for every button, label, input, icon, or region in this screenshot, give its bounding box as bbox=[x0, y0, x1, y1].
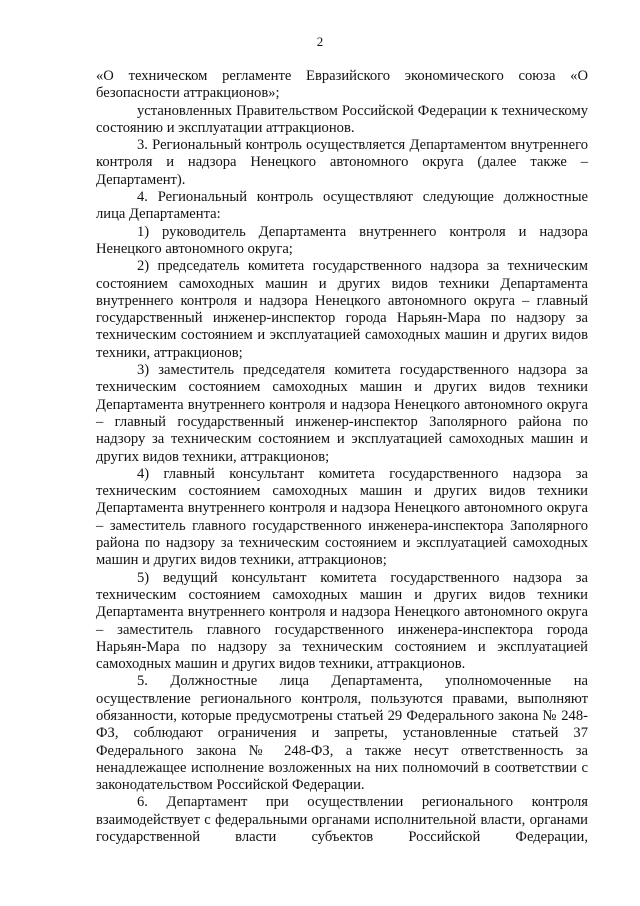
list-item-3-deputy-chair: 3) заместитель председателя комитета государственного надзора за техническим состоянием самоходных машин и других видов техники Департамента внутреннего контроля и надзора Ненецкого автономного округа – главный государственный инженер-инспектор Заполярного района по надзору за техническим состоянием и эксплуатацией самоходных машин и других видов техники, аттракционов; bbox=[96, 362, 588, 465]
paragraph-6-interaction: 6. Департамент при осуществлении регионального контроля взаимодействует с федеральными органами исполнительной власти, органами государственной власти субъектов Российской Федерации, bbox=[96, 794, 588, 846]
paragraph-4-officials: 4. Региональный контроль осуществляют следующие должностные лица Департамента: bbox=[96, 189, 588, 223]
list-item-2-committee-chair: 2) председатель комитета государственного надзора за техническим состоянием самоходных машин и других видов техники Департамента внутреннего контроля и надзора Ненецкого автономного округа – главный государственный инженер-инспектор города Нарьян-Мара по надзору за техническим состоянием и эксплуатацией самоходных машин и других видов техники, аттракционов; bbox=[96, 258, 588, 361]
paragraph-regulation-title: «О техническом регламенте Евразийского экономического союза «О безопасности аттракционов»; bbox=[96, 68, 588, 102]
paragraph-government-requirements: установленных Правительством Российской Федерации к техническому состоянию и эксплуатации аттракционов. bbox=[96, 102, 588, 136]
list-item-5-leading-consultant: 5) ведущий консультант комитета государственного надзора за техническим состоянием самоходных машин и других видов техники Департамента внутреннего контроля и надзора Ненецкого автономного округа – заместитель главного государственного инженера-инспектора города Нарьян-Мара по надзору за техническим состоянием и эксплуатацией самоходных машин и других видов техники, аттракционов. bbox=[96, 569, 588, 673]
page-number: 2 bbox=[316, 34, 324, 49]
document-body bbox=[96, 68, 588, 846]
list-item-1-head: 1) руководитель Департамента внутреннего контроля и надзора Ненецкого автономного округа; bbox=[96, 223, 588, 257]
paragraph-3-regional-control: 3. Региональный контроль осуществляется Департаментом внутреннего контроля и надзора Ненецкого автономного округа (далее также – Департамент). bbox=[96, 137, 588, 188]
paragraph-5-official-rights: 5. Должностные лица Департамента, уполномоченные на осуществление регионального контроля, пользуются правами, выполняют обязанности, которые предусмотрены статьей 29 Федерального закона № 248-ФЗ, соблюдают ограничения и запреты, установленные статьей 37 Федерального закона № 248-ФЗ, а также несут ответственность за ненадлежащее исполнение возложенных на них полномочий в соответствии с законодательством Российской Федерации. bbox=[96, 673, 588, 794]
list-item-4-chief-consultant: 4) главный консультант комитета государственного надзора за техническим состоянием самоходных машин и других видов техники Департамента внутреннего контроля и надзора Ненецкого автономного округа – заместитель главного государственного инженера-инспектора Заполярного района по надзору за техническим состоянием и эксплуатацией самоходных машин и других видов техники, аттракционов; bbox=[96, 465, 588, 569]
